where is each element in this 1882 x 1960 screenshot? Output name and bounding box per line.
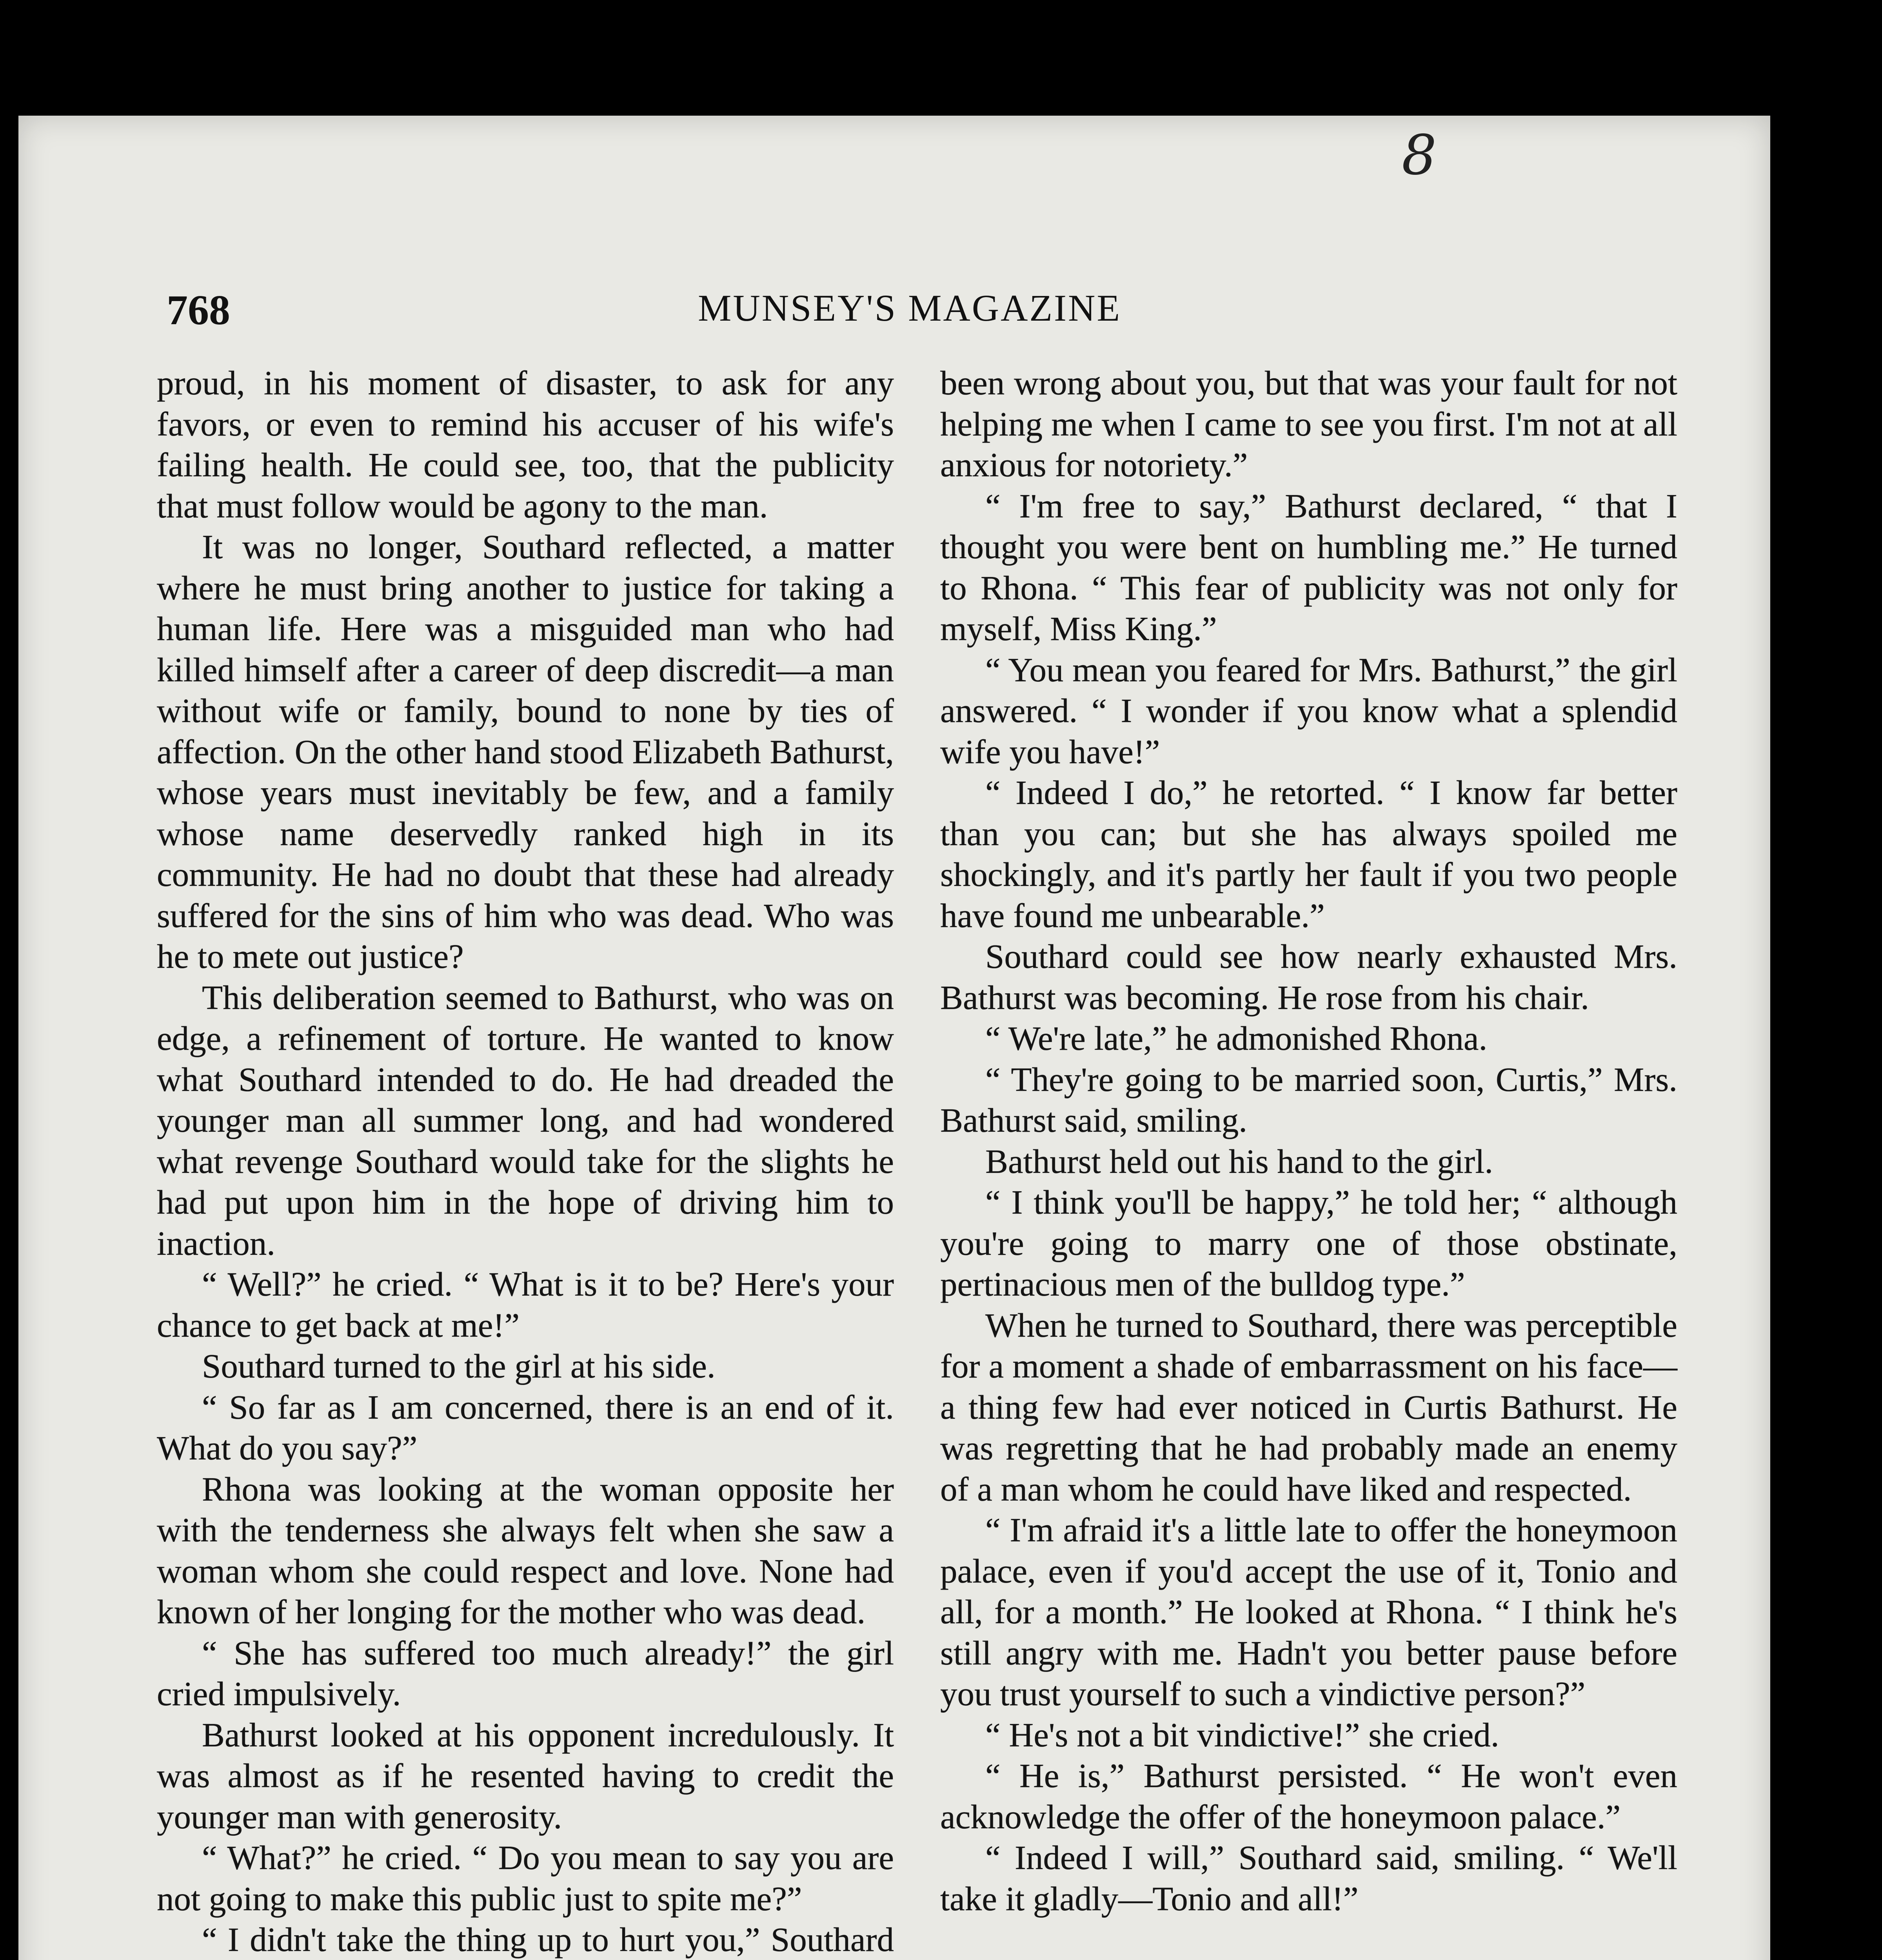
left-column [157,363,894,1960]
running-head: MUNSEY'S MAGAZINE [698,287,1121,329]
paragraph: This deliberation seemed to Bathurst, who was on edge, a refinement of torture. He wanted to know what Southard intended to do. He had dreaded the younger man all summer long, and had wondered what revenge Southard would take for the slights he had put upon him in the hope of driving him to inaction. [157,978,894,1262]
paragraph: When he turned to Southard, there was perceptible for a moment a shade of embarrassment on his face—a thing few had ever noticed in Curtis Bathurst. He was regretting that he had probably made an enemy of a man whom he could have liked and respected. [940,1306,1677,1508]
paragraph: “ They're going to be married soon, Curtis,” Mrs. Bathurst said, smiling. [940,1060,1677,1139]
paragraph: “ I think you'll be happy,” he told her; “ although you're going to marry one of those obstinate, pertinacious men of the bulldog type.” [940,1183,1677,1303]
paragraph: Rhona was looking at the woman opposite her with the tenderness she always felt when she saw a woman whom she could respect and love. None had known of her longing for the mother who was dead. [157,1470,894,1631]
paragraph: “ He is,” Bathurst persisted. “ He won't even acknowledge the offer of the honeymoon palace.” [940,1757,1677,1836]
paragraph: “ He's not a bit vindictive!” she cried. [985,1715,1499,1754]
paragraph: been wrong about you, but that was your fault for not helping me when I came to see you first. I'm not at all anxious for notoriety.” [940,364,1677,484]
paragraph: “ She has suffered too much already!” the girl cried impulsively. [157,1633,894,1713]
paragraph: “ I'm free to say,” Bathurst declared, “ that I thought you were bent on humbling me.” He turned to Rhona. “ This fear of publicity was not only for myself, Miss King.” [940,486,1677,648]
paragraph: “ What?” he cried. “ Do you mean to say you are not going to make this public just to spite me?” [157,1838,894,1918]
paragraph: “ You mean you feared for Mrs. Bathurst,” the girl answered. “ I wonder if you know what a splendid wife you have!” [940,650,1677,771]
page-number: 768 [167,287,230,334]
paragraph: Bathurst looked at his opponent incredulously. It was almost as if he resented having to credit the younger man with generosity. [157,1715,894,1836]
paragraph: It was no longer, Southard reflected, a matter where he must bring another to justice for taking a human life. Here was a misguided man who had killed himself after a career of deep discredit—a man without wife or family, bound to none by ties of affection. On the other hand stood Elizabeth Bathurst, whose years must inevitably be few, and a family whose name deservedly ranked high in its community. He had no doubt that these had already suffered for the sins of him who was dead. Who was he to mete out justice? [157,528,894,975]
paragraph: “ We're late,” he admonished Rhona. [985,1019,1488,1057]
paragraph: “ Well?” he cried. “ What is it to be? Here's your chance to get back at me!” [157,1265,894,1344]
paragraph: proud, in his moment of disaster, to ask for any favors, or even to remind his accuser of his wife's failing health. He could see, too, that the publicity that must follow would be agony to the man. [157,364,894,525]
right-column [940,363,1677,1919]
paragraph: “ I didn't take the thing up to hurt you,” Southard [202,1920,894,1958]
paragraph: Bathurst held out his hand to the girl. [985,1142,1493,1180]
paragraph: “ I'm afraid it's a little late to offer the honeymoon palace, even if you'd accept the use of it, Tonio and all, for a month.” He looked at Rhona. “ I think he's still angry with me. Hadn't you better pause before you trust yourself to such a vindictive person?” [940,1511,1677,1713]
paragraph: Southard turned to the girl at his side. [202,1347,716,1385]
paragraph: “ Indeed I do,” he retorted. “ I know far better than you can; but she has always spoiled me shockingly, and it's partly her fault if you two people have found me unbearable.” [940,773,1677,935]
paragraph: Southard could see how nearly exhausted Mrs. Bathurst was becoming. He rose from his chair. [940,937,1677,1016]
paragraph: “ So far as I am concerned, there is an end of it. What do you say?” [157,1388,894,1467]
paragraph: “ Indeed I will,” Southard said, smiling. “ We'll take it gladly—Tonio and all!” [940,1838,1677,1918]
handwritten-mark: 8 [1402,123,1437,187]
